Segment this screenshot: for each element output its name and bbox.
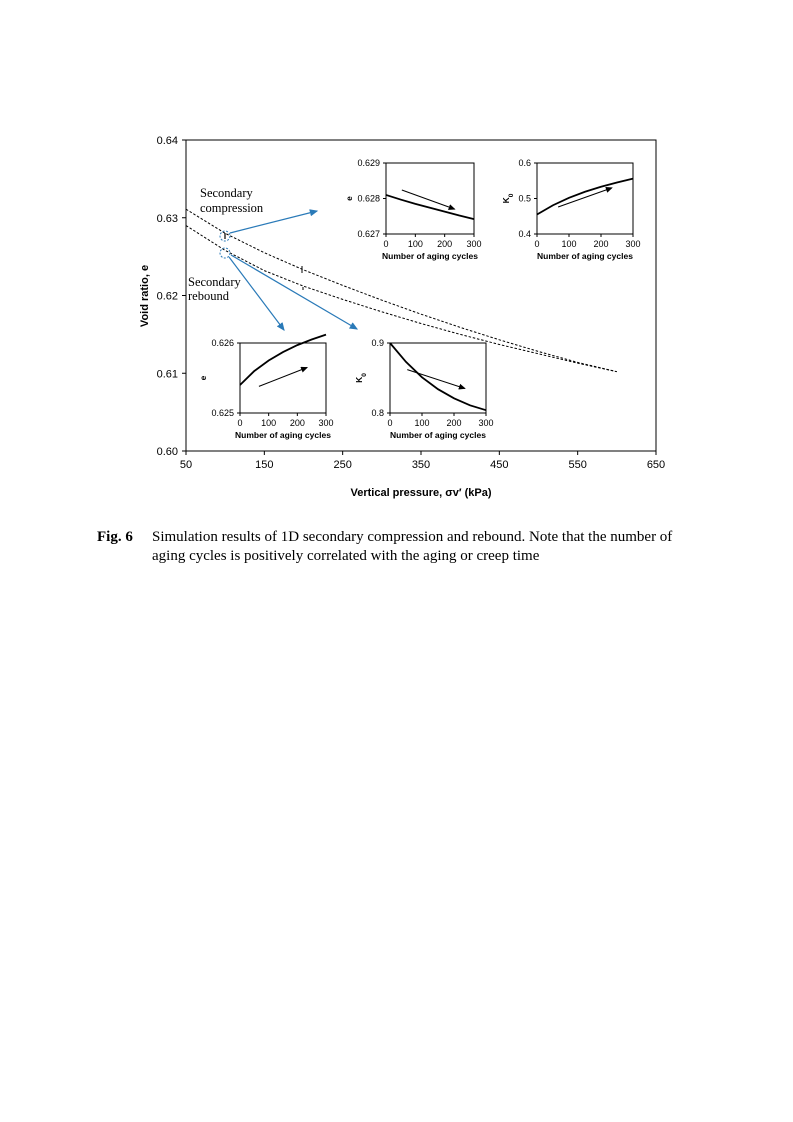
- inset-y-axis-label: $K_0$: [354, 373, 368, 383]
- inset-x-tick-label: 100: [561, 239, 577, 249]
- inset-y-tick-label: 0.8: [371, 408, 384, 418]
- main-x-axis-label: Vertical pressure, σv′ (kPa): [350, 487, 492, 499]
- x-tick-label: 150: [255, 459, 274, 471]
- inset-y-tick-label: 0.625: [211, 408, 234, 418]
- inset-frame: [537, 163, 633, 234]
- inset-y-tick-label: 0.9: [371, 338, 384, 348]
- figure-caption: [97, 528, 697, 566]
- inset-frame: [390, 343, 486, 413]
- inset-x-tick-label: 0: [237, 418, 243, 428]
- inset-x-axis-label: Number of aging cycles: [390, 430, 486, 440]
- inset-x-tick-label: 200: [446, 418, 462, 428]
- inset-x-axis-label: Number of aging cycles: [382, 251, 478, 261]
- x-tick-label: 550: [568, 459, 587, 471]
- inset-y-axis-label: e: [344, 196, 354, 201]
- inset-compression-k0: [501, 158, 641, 261]
- main-y-ticks: [157, 135, 186, 458]
- inset-x-tick-label: 100: [414, 418, 430, 428]
- inset-y-tick-label: 0.5: [518, 193, 531, 204]
- inset-y-tick-label: 0.628: [357, 193, 380, 204]
- inset-x-tick-label: 300: [318, 418, 334, 428]
- annotation-secondary-compression-line2: compression: [200, 201, 264, 215]
- y-tick-label: 0.62: [156, 290, 178, 303]
- inset-y-tick-label: 0.629: [357, 158, 380, 168]
- inset-y-tick-label: 0.4: [518, 229, 531, 239]
- annotation-secondary-compression-line1: Secondary: [200, 186, 253, 200]
- main-y-axis-label: Void ratio, e: [139, 264, 151, 328]
- rebound-highlight-circle: [220, 248, 230, 258]
- inset-y-axis-label: $K_0$: [501, 193, 515, 204]
- inset-y-tick-label: 0.6: [518, 158, 531, 168]
- caption-label: Fig. 6: [97, 529, 133, 545]
- inset-x-tick-label: 0: [534, 239, 540, 249]
- inset-x-tick-label: 300: [625, 239, 641, 249]
- caption-text: Simulation results of 1D secondary compression and rebound. Note that the number of aging cycles is positively correlated with the aging or creep time: [152, 529, 673, 564]
- x-tick-label: 50: [179, 459, 193, 471]
- inset-x-tick-label: 200: [289, 418, 305, 428]
- inset-x-tick-label: 0: [383, 239, 389, 249]
- main-x-ticks: [180, 451, 665, 471]
- inset-x-tick-label: 0: [387, 418, 393, 428]
- y-tick-label: 0.63: [156, 212, 178, 225]
- x-tick-label: 350: [411, 459, 431, 471]
- inset-x-axis-label: Number of aging cycles: [235, 430, 331, 440]
- annotation-secondary-rebound-line2: rebound: [188, 289, 229, 303]
- inset-x-tick-label: 100: [407, 239, 423, 249]
- inset-frame: [240, 343, 326, 413]
- inset-x-axis-label: Number of aging cycles: [537, 251, 633, 261]
- annotation-secondary-rebound-line1: Secondary: [188, 275, 241, 289]
- inset-rebound-e: [198, 335, 334, 440]
- inset-x-tick-label: 300: [466, 239, 482, 249]
- inset-rebound-k0: [354, 338, 494, 440]
- y-tick-label: 0.61: [156, 368, 178, 381]
- pointer-arrow-rebound-e: [229, 257, 284, 330]
- inset-x-tick-label: 300: [478, 418, 494, 428]
- y-tick-label: 0.60: [156, 446, 178, 458]
- inset-y-tick-label: 0.626: [211, 338, 234, 348]
- inset-x-tick-label: 200: [593, 239, 609, 249]
- x-tick-label: 250: [333, 459, 352, 471]
- inset-x-tick-label: 100: [261, 418, 277, 428]
- x-tick-label: 450: [490, 459, 509, 471]
- figure-canvas: [0, 0, 793, 520]
- inset-x-tick-label: 200: [437, 239, 453, 249]
- inset-compression-e: [344, 158, 482, 261]
- inset-y-axis-label: e: [198, 375, 208, 381]
- y-tick-label: 0.64: [156, 135, 178, 147]
- x-tick-label: 650: [646, 459, 666, 471]
- inset-y-tick-label: 0.627: [357, 229, 380, 239]
